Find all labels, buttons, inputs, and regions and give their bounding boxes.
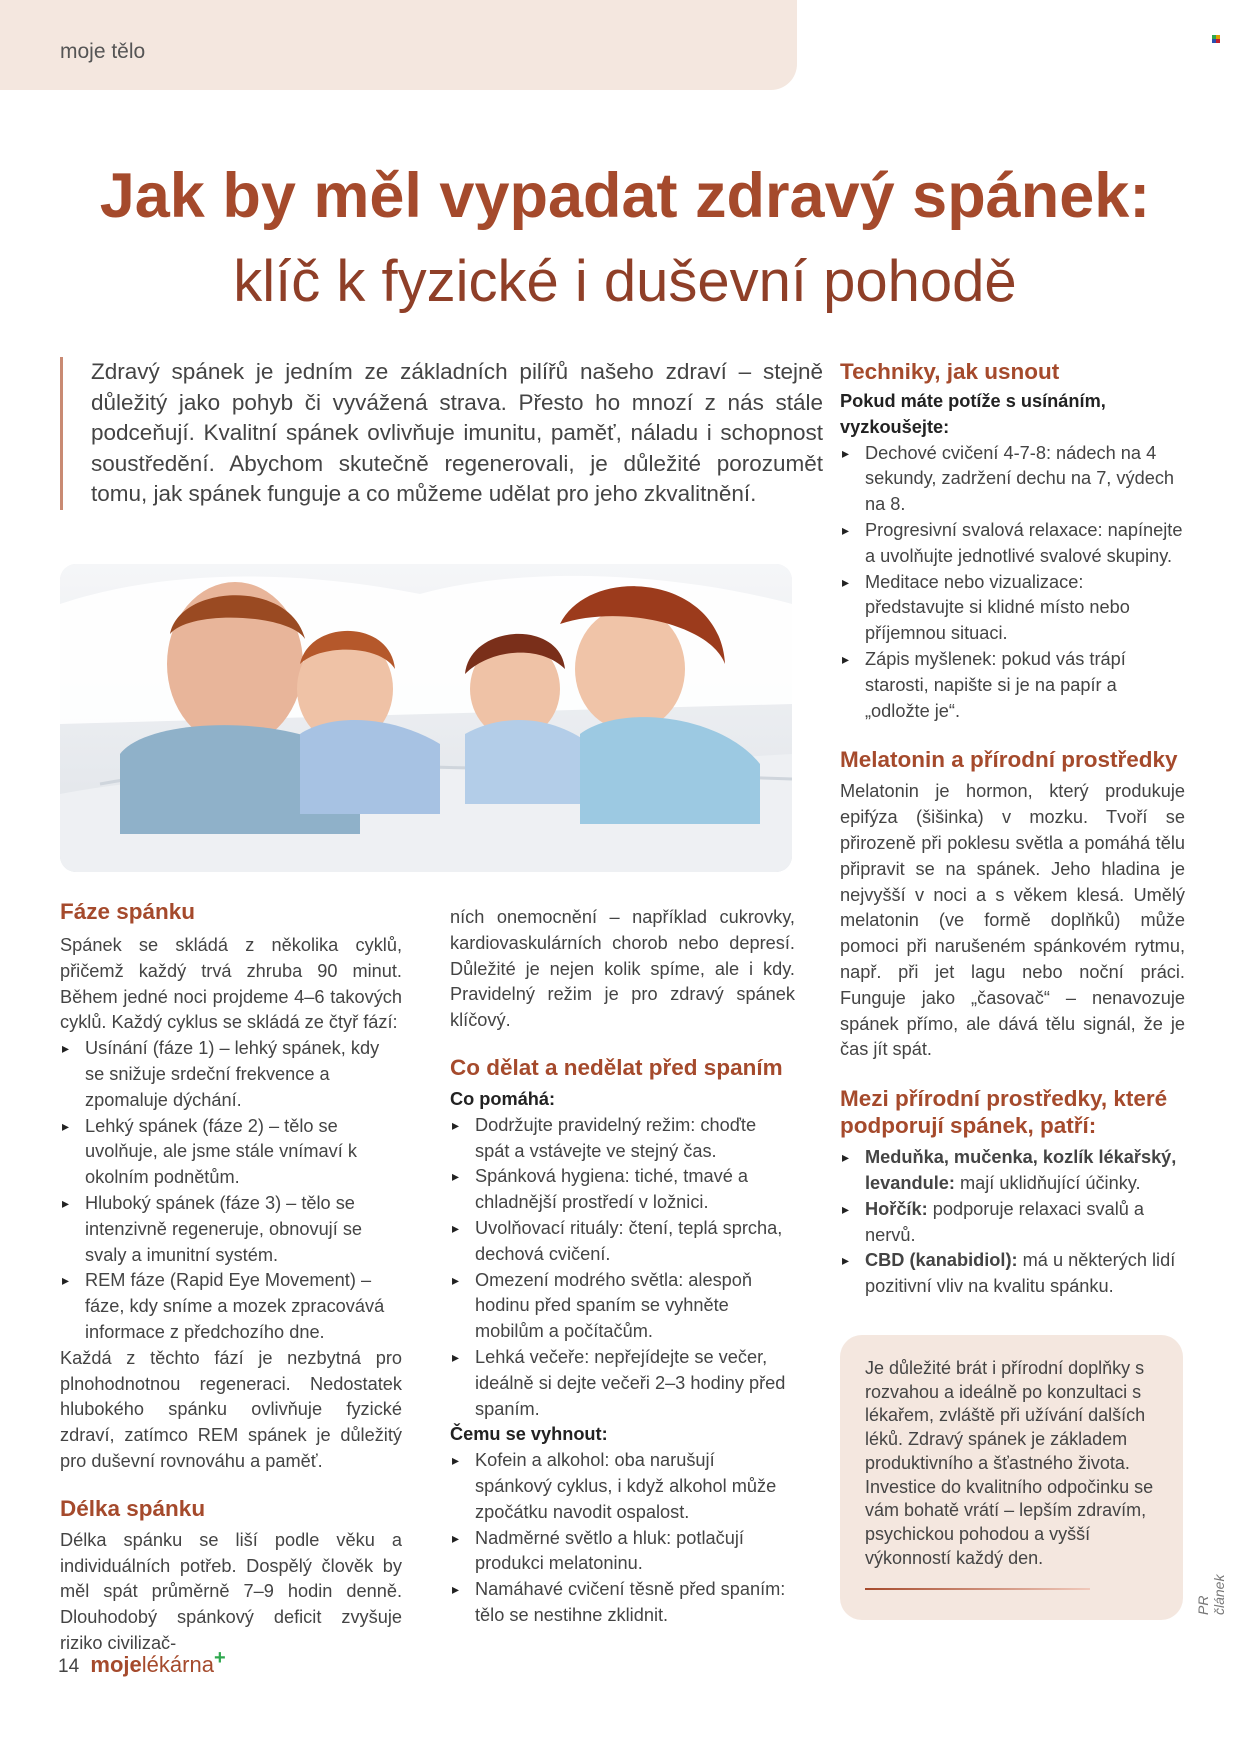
- list-item: ▸ Omezení modrého světla: alespoň hodinu před spaním se vyhněte mobilům a počítačům.: [450, 1268, 795, 1345]
- item-bold: Meduňka, mučenka, kozlík lékařský, levandule:: [865, 1147, 1177, 1193]
- item-rest: má u některých lidí pozitivní vliv na kvalitu spánku.: [865, 1250, 1176, 1297]
- list-item: ▸ Lehká večeře: nepřejídejte se večer, ideálně si dejte večeři 2–3 hodiny před spaním.: [450, 1345, 795, 1422]
- page-number: 14: [58, 1656, 80, 1677]
- list-item: ▸ Nadměrné světlo a hluk: potlačují produkci melatoninu.: [450, 1526, 795, 1578]
- faze-list: [60, 1036, 402, 1346]
- pr-note: PR článek: [1195, 1574, 1227, 1615]
- item-rest: podporuje relaxaci svalů a nervů.: [865, 1198, 1145, 1245]
- column-middle: [450, 905, 795, 1629]
- list-item: ▸ Dodržujte pravidelný režim: choďte spát a vstávejte ve stejný čas.: [450, 1113, 795, 1165]
- column-right: [840, 358, 1185, 1300]
- plus-icon: +: [213, 1647, 226, 1669]
- melatonin-text: Melatonin je hormon, který produkuje epifýza (šišinka) v mozku. Tvoří se přirozeně při poklesu světla a pomáhá tělu připravit se na spánek. Jeho hladina je nejvyšší v noci a s věkem klesá. Umělý melatonin (ve formě doplňků) může pomoci při narušeném spánkovém rytmu, např. při jet lagu nebo noční práci. Funguje jako „časovač“ – nenavozuje spánek přímo, ale dává tělu signál, že je čas jít spát.: [840, 781, 1185, 1060]
- delka-text: Délka spánku se liší podle věku a individuálních potřeb. Dospělý člověk by měl spát průměrně 7–9 hodin denně. Dlouhodobý spánkový deficit zvyšuje riziko civilizač-: [60, 1529, 402, 1653]
- list-item: ▸ Progresivní svalová relaxace: napínejte a uvolňujte jednotlivé svalové skupiny.: [840, 518, 1185, 570]
- techniky-list: [840, 441, 1185, 725]
- section-label: moje tělo: [60, 40, 146, 63]
- delka-continuation: ních onemocnění – například cukrovky, kardiovaskulárních chorob nebo depresí. Důležité je nejen kolik spíme, ale i kdy. Pravidelný režim je pro zdravý spánek klíčový.: [450, 907, 795, 1031]
- item-bold: CBD (kanabidiol):: [865, 1250, 1018, 1271]
- list-item: ▸ Usínání (fáze 1) – lehký spánek, kdy se snižuje srdeční frekvence a zpomaluje dýchání.: [60, 1036, 402, 1113]
- codelat-heading: Co dělat a nedělat před spaním: [450, 1054, 783, 1080]
- vyhnout-list: [450, 1448, 795, 1629]
- faze-heading: Fáze spánku: [60, 899, 196, 924]
- list-item: ▸ Kofein a alkohol: oba narušují spánkový cyklus, i když alkohol může zpočátku navodit ospalost.: [450, 1448, 795, 1525]
- logo-rest: lékárna: [141, 1652, 214, 1677]
- list-item: ▸ REM fáze (Rapid Eye Movement) – fáze, kdy sníme a mozek zpracovává informace z předchozího dne.: [60, 1268, 402, 1345]
- list-item: ▸ Uvolňovací rituály: čtení, teplá sprcha, dechová cvičení.: [450, 1216, 795, 1268]
- list-item: ▸ Meditace nebo vizualizace: představujte si klidné místo nebo příjemnou situaci.: [840, 570, 1185, 647]
- list-item: [840, 1248, 1185, 1300]
- techniky-sub: Pokud máte potíže s usínáním, vyzkoušejte:: [840, 391, 1106, 437]
- prostredky-list: [840, 1145, 1185, 1300]
- list-item: [840, 1197, 1185, 1249]
- list-item: [840, 1145, 1185, 1197]
- family-sleeping-photo: [60, 564, 792, 872]
- callout-divider: [865, 1588, 1090, 1590]
- item-rest: mají uklidňující účinky.: [954, 1172, 1141, 1193]
- callout-text: Je důležité brát i přírodní doplňky s rozvahou a ideálně po konzultaci s lékařem, zvláště při užívání dalších léků. Zdravý spánek je základem produktivního a šťastného života. Investice do kvalitního odpočinku se vám bohatě vrátí – lepším zdravím, psychickou pohodou a vyšší výkonností každý den.: [865, 1358, 1154, 1568]
- logo-bold: moje: [90, 1652, 142, 1677]
- brand-logo: [90, 1647, 226, 1677]
- pomaha-list: [450, 1113, 795, 1423]
- column-left: [60, 898, 402, 1657]
- intro-paragraph: Zdravý spánek je jedním ze základních pilířů našeho zdraví – stejně důležitý jako pohyb či vyvážená strava. Přesto ho mnozí z nás stále podceňují. Kvalitní spánek ovlivňuje imunitu, paměť, náladu i schopnost soustředění. Abychom skutečně regenerovali, je důležité porozumět tomu, jak spánek funguje a co můžeme udělat pro jeho zkvalitnění.: [60, 357, 823, 510]
- vyhnout-label: Čemu se vyhnout:: [450, 1424, 608, 1445]
- list-item: ▸ Spánková hygiena: tiché, tmavé a chladnější prostředí v ložnici.: [450, 1164, 795, 1216]
- title-line2: klíč k fyzické i duševní pohodě: [233, 249, 1017, 314]
- delka-heading: Délka spánku: [60, 1495, 206, 1521]
- list-item: ▸ Hluboký spánek (fáze 3) – tělo se intenzivně regeneruje, obnovují se svaly a imunitní systém.: [60, 1191, 402, 1268]
- corner-mark-icon: [1212, 35, 1220, 43]
- list-item: ▸ Lehký spánek (fáze 2) – tělo se uvolňuje, ale jsme stále vnímaví k okolním podnětům.: [60, 1114, 402, 1191]
- melatonin-heading: Melatonin a přírodní prostředky: [840, 747, 1178, 773]
- faze-lead: Spánek se skládá z několika cyklů, přičemž každý trvá zhruba 90 minut. Během jedné noci projdeme 4–6 takových cyklů. Každý cyklus se skládá ze čtyř fází:: [60, 935, 402, 1033]
- prostredky-heading: Mezi přírodní prostředky, které podporují spánek, patří:: [840, 1086, 1168, 1139]
- list-item: ▸ Zápis myšlenek: pokud vás trápí starosti, napište si je na papír a „odložte je“.: [840, 647, 1185, 724]
- page-footer: [58, 1647, 226, 1678]
- title-line1: Jak by měl vypadat zdravý spánek:: [99, 161, 1151, 231]
- callout-box: [840, 1335, 1183, 1620]
- item-bold: Hořčík:: [865, 1198, 928, 1219]
- pomaha-label: Co pomáhá:: [450, 1088, 556, 1109]
- list-item: ▸ Namáhavé cvičení těsně před spaním: tělo se nestihne zklidnit.: [450, 1577, 795, 1629]
- techniky-heading: Techniky, jak usnout: [840, 359, 1060, 384]
- list-item: ▸ Dechové cvičení 4-7-8: nádech na 4 sekundy, zadržení dechu na 7, výdech na 8.: [840, 441, 1185, 518]
- faze-closing: Každá z těchto fází je nezbytná pro plnohodnotnou regeneraci. Nedostatek hlubokého spánku ovlivňuje fyzické zdraví, zatímco REM spánek je důležitý pro duševní rovnováhu a paměť.: [60, 1347, 402, 1471]
- family-sleeping-illustration: [60, 564, 792, 872]
